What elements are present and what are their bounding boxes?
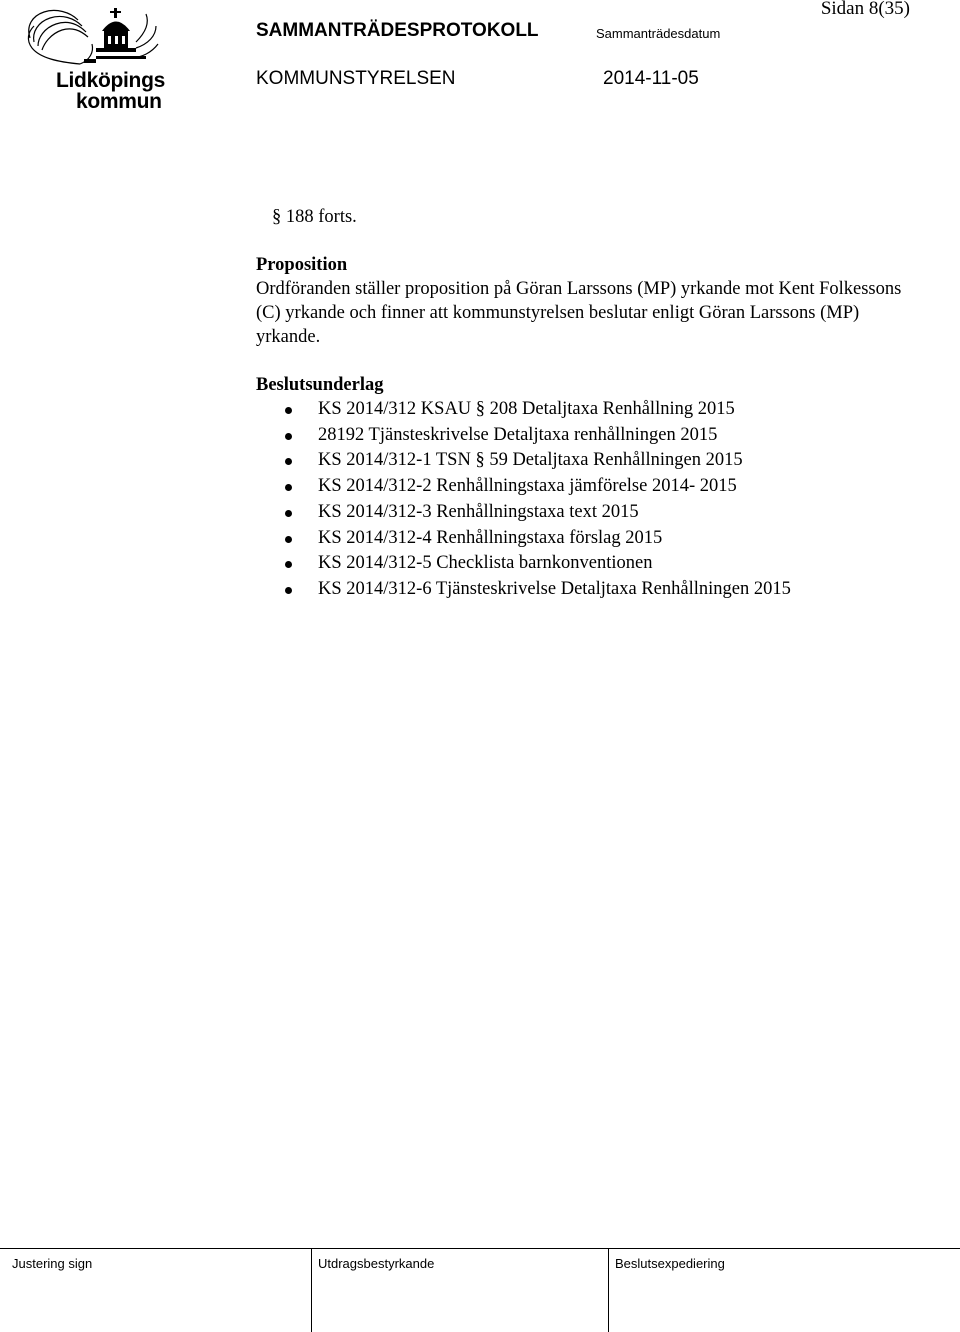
proposition-heading: Proposition	[256, 255, 348, 275]
decision-basis-list	[256, 397, 916, 603]
list-item	[256, 551, 916, 577]
list-item-text: KS 2014/312-2 Renhållningstaxa jämförelse 2014- 2015	[318, 476, 737, 497]
committee-name: KOMMUNSTYRELSEN	[256, 68, 456, 89]
bullet-icon	[285, 484, 292, 491]
list-item-text: KS 2014/312-1 TSN § 59 Detaljtaxa Renhållningen 2015	[318, 450, 743, 471]
meeting-date-label: Sammanträdesdatum	[596, 26, 721, 41]
list-item	[256, 397, 916, 423]
bullet-icon	[285, 536, 292, 543]
proposition-text: Ordföranden ställer proposition på Göran Larssons (MP) yrkande mot Kent Folkessons (C) yrkande och finner att kommunstyrelsen beslutar enligt Göran Larssons (MP) yrkande.	[256, 279, 902, 347]
bullet-icon	[285, 407, 292, 414]
list-item	[256, 577, 916, 603]
list-item-text: KS 2014/312-5 Checklista barnkonventionen	[318, 553, 653, 574]
list-item	[256, 423, 916, 449]
footer-label-adjustment: Justering sign	[12, 1256, 93, 1271]
decision-basis-heading: Beslutsunderlag	[256, 375, 384, 395]
list-item	[256, 526, 916, 552]
bullet-icon	[285, 587, 292, 594]
list-item	[256, 500, 916, 526]
list-item-text: KS 2014/312-3 Renhållningstaxa text 2015	[318, 501, 639, 522]
logo-text-line2: kommun	[76, 90, 162, 113]
list-item-text: KS 2014/312-4 Renhållningstaxa förslag 2015	[318, 527, 663, 548]
list-item-text: 28192 Tjänsteskrivelse Detaljtaxa renhållningen 2015	[318, 424, 718, 445]
page-number: Sidan 8(35)	[820, 0, 910, 19]
bullet-icon	[285, 510, 292, 517]
footer-label-extract: Utdragsbestyrkande	[318, 1256, 435, 1271]
footer-cell-dispatch	[608, 1249, 960, 1332]
list-item-text: KS 2014/312-6 Tjänsteskrivelse Detaljtaxa Renhållningen 2015	[318, 578, 791, 599]
protocol-content	[256, 205, 916, 603]
municipality-logo	[18, 4, 168, 113]
document-title: SAMMANTRÄDESPROTOKOLL	[256, 20, 539, 41]
bullet-icon	[285, 458, 292, 465]
list-item	[256, 448, 916, 474]
signature-footer	[0, 1248, 960, 1332]
logo-text-line1: Lidköpings	[56, 69, 165, 92]
logo-emblem-icon	[18, 4, 168, 74]
section-reference: § 188 forts.	[272, 207, 357, 227]
meeting-date: 2014-11-05	[603, 68, 699, 89]
footer-cell-adjustment	[6, 1249, 309, 1332]
bullet-icon	[285, 433, 292, 440]
footer-cell-extract	[311, 1249, 608, 1332]
bullet-icon	[285, 561, 292, 568]
footer-label-dispatch: Beslutsexpediering	[615, 1256, 725, 1271]
list-item	[256, 474, 916, 500]
list-item-text: KS 2014/312 KSAU § 208 Detaljtaxa Renhållning 2015	[318, 399, 735, 419]
